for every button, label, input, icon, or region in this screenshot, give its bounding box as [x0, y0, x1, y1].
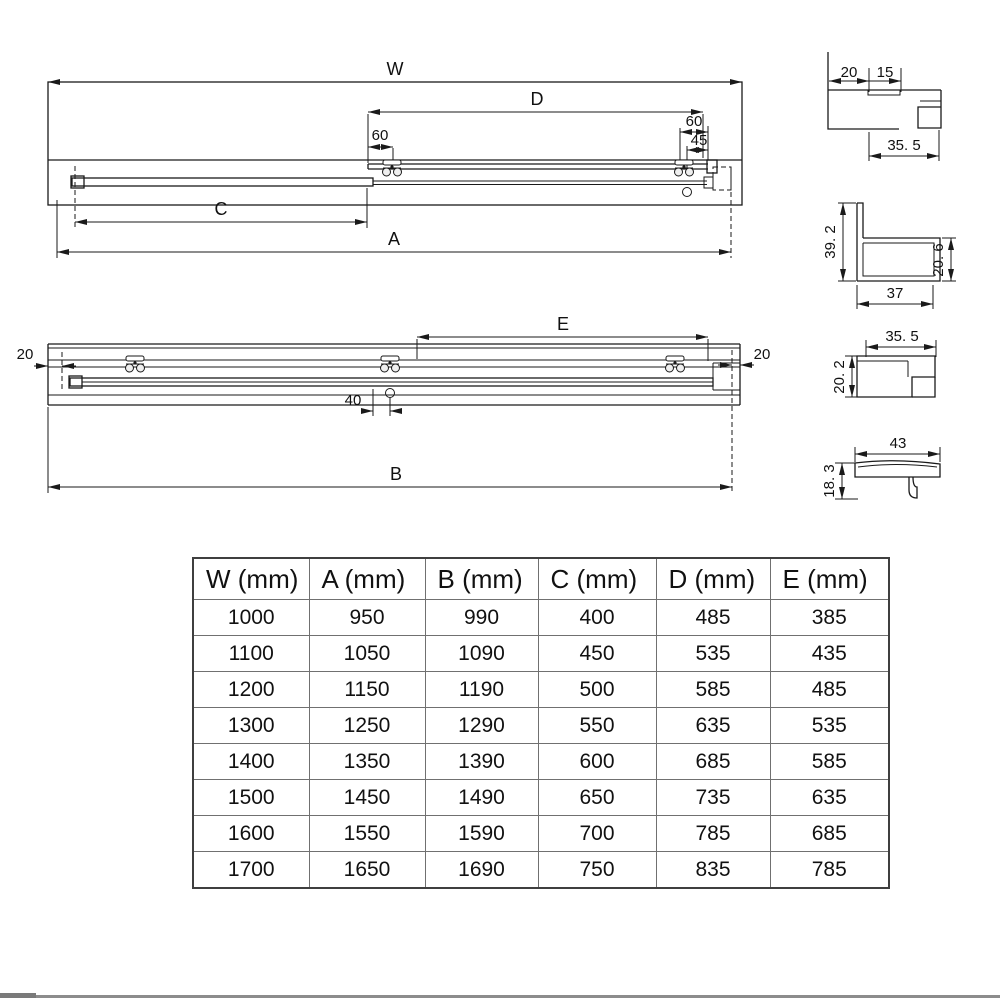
size-chart-row: [193, 744, 889, 780]
size-chart-cell: 585: [656, 672, 770, 708]
size-chart-row: [193, 816, 889, 852]
size-chart-cell: 550: [538, 708, 656, 744]
size-chart-cell: 1000: [193, 600, 309, 636]
dim-label-b: B: [389, 464, 403, 484]
size-chart-cell: 1300: [193, 708, 309, 744]
dim-label-40: 40: [344, 392, 362, 409]
dim-label-w: W: [386, 59, 404, 79]
size-chart-cell: 535: [770, 708, 889, 744]
dim-label-profile2-206: 20. 6: [930, 243, 947, 277]
size-chart-cell: 500: [538, 672, 656, 708]
size-chart-cell: 835: [656, 852, 770, 889]
front-view-drawing: [17, 314, 771, 493]
dim-label-e: E: [556, 314, 570, 334]
size-chart-body: [193, 600, 889, 889]
size-chart-cell: 400: [538, 600, 656, 636]
size-chart-cell: 1390: [425, 744, 538, 780]
top-view-drawing: [48, 59, 742, 258]
dim-label-profile1-15: 15: [876, 64, 894, 81]
size-chart-cell: 1250: [309, 708, 425, 744]
size-chart-cell: 990: [425, 600, 538, 636]
size-chart-cell: 785: [656, 816, 770, 852]
size-chart-cell: 1350: [309, 744, 425, 780]
dim-label-d: D: [530, 89, 544, 109]
size-chart-cell: 385: [770, 600, 889, 636]
size-chart-table: [192, 557, 890, 889]
dim-label-profile2-37: 37: [886, 285, 904, 302]
dim-label-20-right: 20: [753, 346, 771, 363]
dim-label-profile3-202: 20. 2: [831, 360, 848, 394]
size-chart-header-cell: C (mm): [538, 558, 656, 600]
size-chart-header-cell: W (mm): [193, 558, 309, 600]
profile-top-track: [828, 52, 941, 161]
size-chart-cell: 1500: [193, 780, 309, 816]
profile-wall-bracket: [822, 203, 956, 309]
size-chart-cell: 685: [656, 744, 770, 780]
size-chart-row: [193, 852, 889, 889]
size-chart-cell: 1590: [425, 816, 538, 852]
size-chart-cell: 1490: [425, 780, 538, 816]
size-chart-row: [193, 780, 889, 816]
size-chart-cell: 1650: [309, 852, 425, 889]
size-chart-cell: 950: [309, 600, 425, 636]
size-chart-cell: 435: [770, 636, 889, 672]
size-chart-row: [193, 708, 889, 744]
size-chart-header-cell: B (mm): [425, 558, 538, 600]
size-chart-row: [193, 600, 889, 636]
dim-label-20-left: 20: [16, 346, 34, 363]
size-chart-cell: 600: [538, 744, 656, 780]
dim-label-c: C: [214, 199, 228, 219]
image-frame-corner: [0, 993, 36, 998]
size-chart-cell: 1450: [309, 780, 425, 816]
size-chart-cell: 635: [770, 780, 889, 816]
dim-label-profile1-20: 20: [840, 64, 858, 81]
roller-icon: [381, 356, 400, 372]
size-chart-cell: 750: [538, 852, 656, 889]
size-chart-cell: 1400: [193, 744, 309, 780]
size-chart-head: [193, 558, 889, 600]
size-chart-cell: 485: [770, 672, 889, 708]
size-chart-header-cell: A (mm): [309, 558, 425, 600]
dim-label-profile4-183: 18. 3: [821, 464, 838, 498]
dim-label-profile2-392: 39. 2: [822, 225, 839, 259]
size-chart-cell: 585: [770, 744, 889, 780]
size-chart-cell: 1600: [193, 816, 309, 852]
dim-label-45: 45: [690, 132, 708, 149]
roller-icon: [666, 356, 685, 372]
size-chart-header-cell: D (mm): [656, 558, 770, 600]
size-chart-cell: 1050: [309, 636, 425, 672]
size-chart-cell: 1090: [425, 636, 538, 672]
size-chart-row: [193, 672, 889, 708]
size-chart-cell: 450: [538, 636, 656, 672]
size-chart-header-cell: E (mm): [770, 558, 889, 600]
size-chart-cell: 635: [656, 708, 770, 744]
size-chart-cell: 1190: [425, 672, 538, 708]
dim-label-60-left: 60: [371, 127, 389, 144]
dim-label-60-right: 60: [685, 113, 703, 130]
size-chart-cell: 1290: [425, 708, 538, 744]
profile-mid-track: [831, 328, 936, 397]
size-chart-cell: 485: [656, 600, 770, 636]
roller-icon: [126, 356, 145, 372]
size-chart-cell: 1100: [193, 636, 309, 672]
size-chart-cell: 1550: [309, 816, 425, 852]
dim-label-a: A: [387, 229, 401, 249]
size-chart-cell: 685: [770, 816, 889, 852]
size-chart-cell: 1200: [193, 672, 309, 708]
dim-label-profile1-355: 35. 5: [887, 137, 921, 154]
roller-icon: [383, 160, 402, 176]
size-chart-cell: 735: [656, 780, 770, 816]
size-table-section: [192, 557, 890, 889]
roller-icon: [675, 160, 694, 176]
size-chart-cell: 1700: [193, 852, 309, 889]
size-chart-row: [193, 636, 889, 672]
size-chart-cell: 535: [656, 636, 770, 672]
dim-label-profile4-43: 43: [889, 435, 907, 452]
profile-bottom-rail: [821, 435, 940, 499]
image-frame-bottom-line: [0, 995, 1000, 998]
size-chart-cell: 785: [770, 852, 889, 889]
size-chart-cell: 700: [538, 816, 656, 852]
size-chart-cell: 650: [538, 780, 656, 816]
dim-label-profile3-355: 35. 5: [885, 328, 919, 345]
size-chart-cell: 1150: [309, 672, 425, 708]
size-chart-cell: 1690: [425, 852, 538, 889]
